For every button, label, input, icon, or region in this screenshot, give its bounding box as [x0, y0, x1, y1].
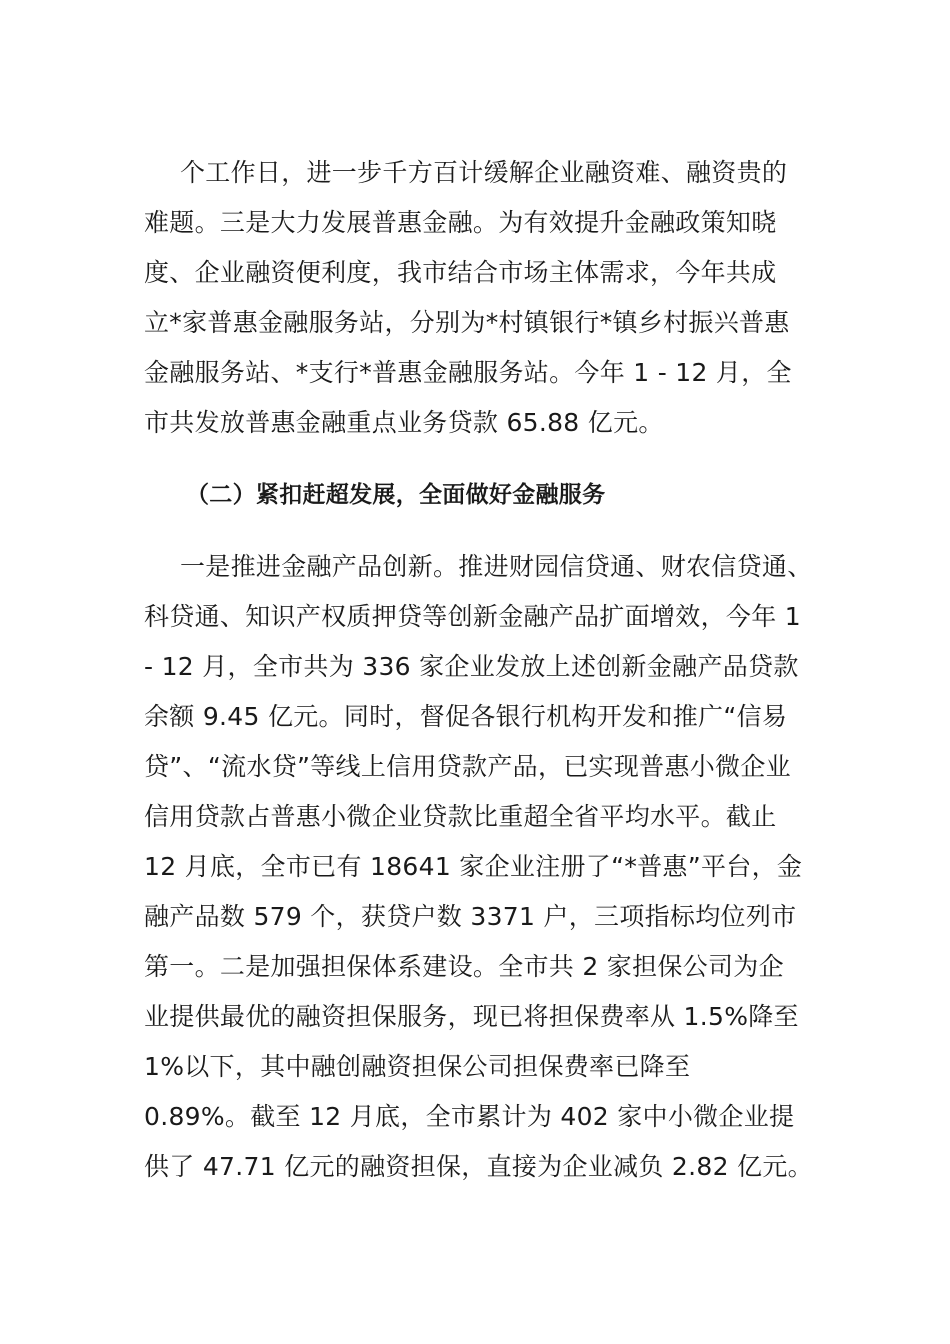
paragraph-line: 融产品数 579 个，获贷户数 3371 户，三项指标均位列市 — [144, 902, 797, 931]
paragraph-line: 金融服务站、*支行*普惠金融服务站。今年 1 - 12 月，全 — [144, 358, 792, 387]
paragraph-line: 一是推进金融产品创新。推进财园信贷通、财农信贷通、 — [180, 552, 813, 581]
paragraph-line: 难题。三是大力发展普惠金融。为有效提升金融政策知晓 — [144, 208, 777, 237]
paragraph-line: 第一。二是加强担保体系建设。全市共 2 家担保公司为企 — [144, 952, 784, 981]
paragraph-line: 贷”、“流水贷”等线上信用贷款产品，已实现普惠小微企业 — [144, 752, 791, 781]
paragraph-line: 度、企业融资便利度，我市结合市场主体需求，今年共成 — [144, 258, 777, 287]
paragraph-line: 供了 47.71 亿元的融资担保，直接为企业减负 2.82 亿元。 — [144, 1152, 813, 1181]
paragraph-line: 个工作日，进一步千方百计缓解企业融资难、融资贵的 — [180, 158, 788, 187]
paragraph-line: 市共发放普惠金融重点业务贷款 65.88 亿元。 — [144, 408, 664, 437]
paragraph-line: 余额 9.45 亿元。同时，督促各银行机构开发和推广“信易 — [144, 702, 788, 731]
section-heading: （二）紧扣赶超发展，全面做好金融服务 — [186, 482, 606, 508]
paragraph-line: - 12 月，全市共为 336 家企业发放上述创新金融产品贷款 — [144, 652, 799, 681]
paragraph-line: 立*家普惠金融服务站，分别为*村镇银行*镇乡村振兴普惠 — [144, 308, 790, 337]
paragraph-line: 12 月底，全市已有 18641 家企业注册了“*普惠”平台，金 — [144, 852, 803, 881]
paragraph-line: 科贷通、知识产权质押贷等创新金融产品扩面增效，今年 1 — [144, 602, 801, 631]
paragraph-line: 1%以下，其中融创融资担保公司担保费率已降至 — [144, 1052, 691, 1081]
paragraph-line: 信用贷款占普惠小微企业贷款比重超全省平均水平。截止 — [144, 802, 777, 831]
paragraph-line: 0.89%。截至 12 月底，全市累计为 402 家中小微企业提 — [144, 1102, 795, 1131]
paragraph-line: 业提供最优的融资担保服务，现已将担保费率从 1.5%降至 — [144, 1002, 799, 1031]
